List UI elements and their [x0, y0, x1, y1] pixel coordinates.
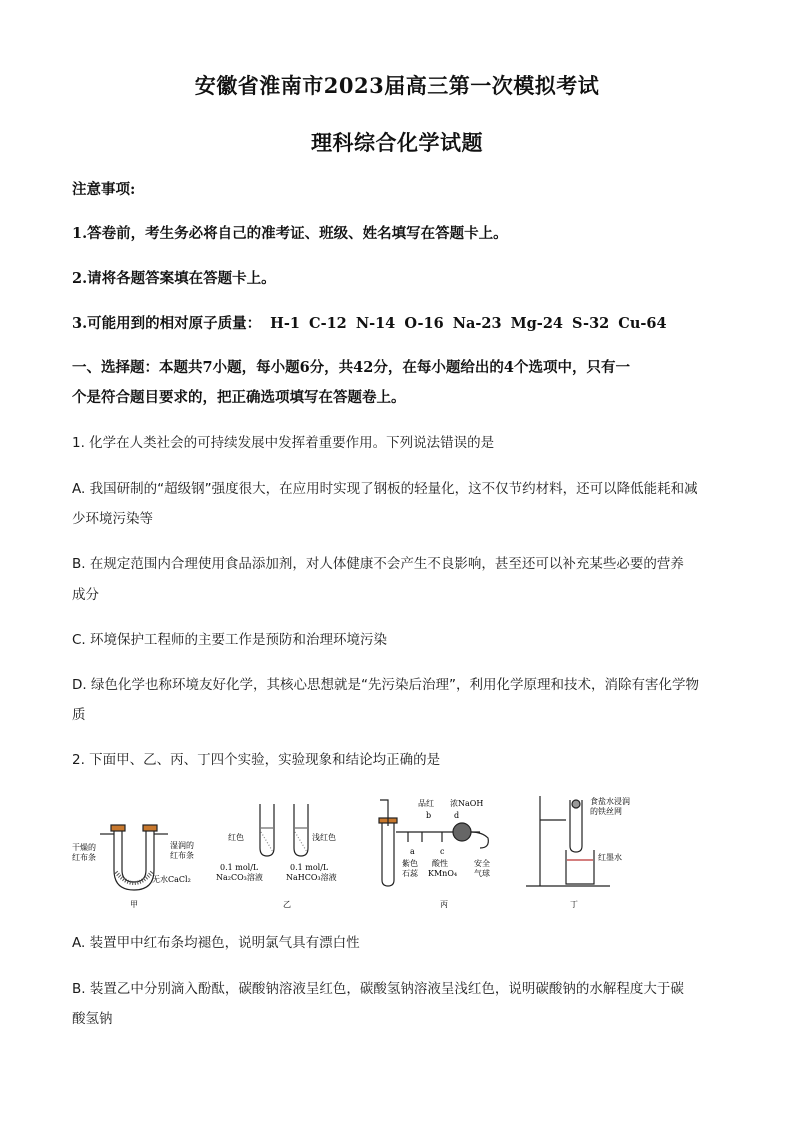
bing-label-b: b — [426, 811, 432, 820]
ding-label-ink: 红墨水 — [598, 853, 622, 862]
bing-label-c: c — [440, 847, 445, 856]
bing-label-naoh: 浓NaOH — [450, 799, 484, 808]
q1-option-b-cont: 成分 — [72, 587, 99, 603]
exam-title: 安徽省淮南市2023届高三第一次模拟考试 — [194, 73, 600, 98]
q2-option-b-cont: 酸氢钠 — [72, 1011, 113, 1027]
yi-caption: 乙 — [283, 900, 291, 909]
yi-label-s2: NaHCO₃溶液 — [286, 873, 337, 882]
note-item-2: 2.请将各题答案填在答题卡上。 — [72, 270, 276, 287]
ding-label-salt1: 食盐水浸润 — [590, 797, 630, 806]
q1-option-a: A. 我国研制的“超级钢”强度很大，在应用时实现了钢板的轻量化，这不仅节约材料，还可以降低能耗和减 — [72, 481, 698, 497]
q1-option-b: B. 在规定范围内合理使用食品添加剂，对人体健康不会产生不良影响，甚至还可以补充某些必要的营养 — [72, 556, 684, 572]
yi-label-red: 红色 — [228, 833, 244, 842]
jia-caption: 甲 — [130, 900, 138, 909]
bing-label-anquan: 安全 — [474, 859, 490, 868]
q1-option-a-cont: 少环境污染等 — [72, 511, 153, 527]
yi-label-c2: 0.1 mol/L — [290, 863, 329, 872]
bing-label-suanxing: 酸性 — [432, 859, 448, 868]
jia-label-dry: 干燥的 — [72, 843, 96, 852]
bing-label-shirui: 石蕊 — [402, 869, 418, 878]
notes-heading: 注意事项: — [72, 181, 136, 198]
note-item-1: 1.答卷前，考生务必将自己的准考证、班级、姓名填写在答题卡上。 — [72, 225, 508, 242]
section-heading-line1: 一、选择题：本题共7小题，每小题6分，共42分，在每小题给出的4个选项中，只有一 — [72, 359, 630, 376]
jia-label-red2: 红布条 — [170, 851, 194, 860]
jia-label-wet: 湿润的 — [170, 841, 194, 850]
q1-option-d-cont: 质 — [72, 707, 86, 723]
q1-option-d: D. 绿色化学也称环境友好化学，其核心思想就是“先污染后治理”，利用化学原理和技术，消除有害化学物 — [72, 677, 699, 693]
exam-subtitle: 理科综合化学试题 — [311, 130, 483, 155]
bing-label-a: a — [410, 847, 415, 856]
yi-label-s1: Na₂CO₃溶液 — [216, 873, 263, 882]
ding-label-salt2: 的铁丝网 — [590, 807, 622, 816]
q1-option-c: C. 环境保护工程师的主要工作是预防和治理环境污染 — [72, 632, 388, 648]
q2-stem: 2. 下面甲、乙、丙、丁四个实验，实验现象和结论均正确的是 — [72, 752, 441, 768]
q2-option-b: B. 装置乙中分别滴入酚酞，碳酸钠溶液呈红色，碳酸氢钠溶液呈浅红色，说明碳酸钠的水解程度大于碳 — [72, 981, 684, 997]
jia-label-red1: 红布条 — [72, 853, 96, 862]
jia-label-cacl2: 无水CaCl₂ — [152, 875, 191, 884]
q2-option-a: A. 装置甲中红布条均褪色，说明氯气具有漂白性 — [72, 935, 360, 951]
yi-label-light: 浅红色 — [312, 833, 336, 842]
apparatus-yi — [260, 804, 308, 856]
yi-label-c1: 0.1 mol/L — [220, 863, 259, 872]
bing-label-kmno4: KMnO₄ — [428, 869, 458, 878]
q1-stem: 1. 化学在人类社会的可持续发展中发挥着重要作用。下列说法错误的是 — [72, 435, 495, 451]
bing-label-zise: 紫色 — [402, 859, 418, 868]
bing-label-d: d — [454, 811, 460, 820]
section-heading-line2: 个是符合题目要求的，把正确选项填写在答题卷上。 — [72, 389, 406, 406]
bing-label-pinhong: 品红 — [418, 799, 434, 808]
note-item-3: 3.可能用到的相对原子质量： H-1 C-12 N-14 O-16 Na-23 Mg-24 S-32 Cu-64 — [72, 315, 667, 332]
ding-caption: 丁 — [570, 900, 578, 909]
experiment-figure — [70, 790, 690, 910]
bing-caption: 丙 — [440, 900, 448, 909]
bing-label-qiqiu: 气球 — [474, 869, 490, 878]
